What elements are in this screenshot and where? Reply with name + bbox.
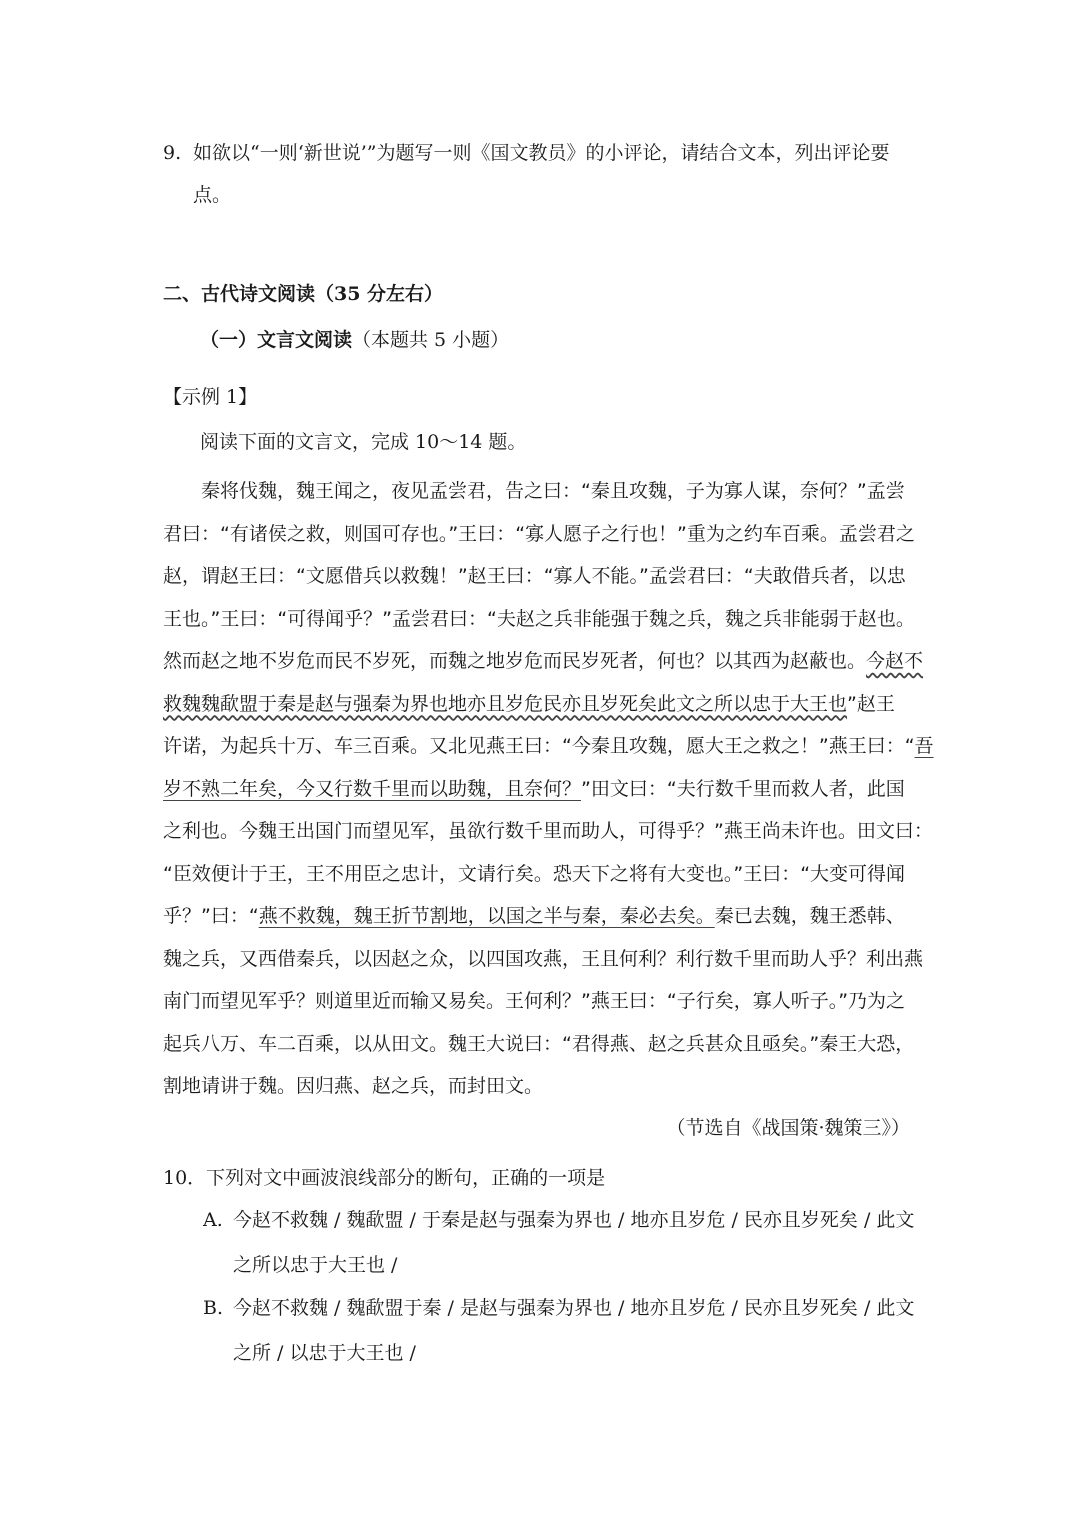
passage-text: 秦已去魏，魏王悉韩、 (714, 905, 905, 927)
question-number: 9. (163, 142, 182, 164)
passage-text: 然而赵之地不岁危而民不岁死，而魏之地岁危而民岁死者，何也？以其西为赵蔽也。 (163, 650, 867, 672)
option-text-cont: 之所以忠于大王也 / (233, 1254, 398, 1276)
reading-instruction: 阅读下面的文言文，完成 10～14 题。 (200, 431, 527, 453)
passage-line (163, 725, 934, 768)
wavy-underline-text: 救魏魏歃盟于秦是赵与强秦为界也地亦且岁危民亦且岁死矣此文之所以忠于大王也 (163, 692, 848, 715)
passage-line (163, 895, 923, 938)
passage-source: （节选自《战国策·魏策三》） (666, 1117, 910, 1139)
option-text: 今赵不救魏 / 魏歃盟 / 于秦是赵与强秦为界也 / 地亦且岁危 / 民亦且岁死矣 / 此文 (233, 1209, 915, 1231)
question-text-cont: 点。 (193, 184, 232, 206)
passage-line (163, 683, 923, 726)
passage-line: 君曰：“有诸侯之救，则国可存也。”王曰：“寡人愿子之行也！”重为之约车百乘。孟尝君之 (163, 522, 915, 545)
subsection-heading: （一）文言文阅读 (200, 329, 353, 351)
classical-passage (163, 470, 934, 1108)
passage-text: 许诺，为起兵十万、车三百乘。又北见燕王曰：“今秦且攻魏，愿大王之救之！”燕王曰：“ (163, 735, 915, 757)
option-label: B. (203, 1297, 224, 1319)
option-a[interactable] (203, 1198, 923, 1288)
passage-line (163, 640, 923, 683)
passage-line: 南门而望见军乎？则道里近而输又易矣。王何利？”燕王曰：“子行矣，寡人听子。”乃为之 (163, 990, 906, 1012)
passage-text: ”田文曰：“夫行数千里而救人者，此国 (581, 777, 905, 800)
option-b[interactable] (203, 1286, 923, 1376)
question-9 (163, 132, 923, 216)
option-text: 今赵不救魏 / 魏歃盟于秦 / 是赵与强秦为界也 / 地亦且岁危 / 民亦且岁死矣 / 此文 (233, 1297, 915, 1319)
underlined-text: 岁不熟二年矣，今又行数千里而以助魏，且奈何？ (163, 777, 582, 800)
subsection-title (200, 319, 509, 361)
underlined-text: 吾 (914, 735, 934, 757)
question-10: 10．下列对文中画波浪线部分的断句，正确的一项是 (163, 1167, 606, 1189)
passage-line: 之利也。今魏王出国门而望见军，虽欲行数千里而助人，可得乎？”燕王尚未许也。田文曰： (163, 820, 933, 842)
passage-line: “臣效便计于王，王不用臣之忠计，文请行矣。恐天下之将有大变也。”王曰：“大变可得闻 (163, 862, 906, 885)
passage-line: 起兵八万、车二百乘，以从田文。魏王大说曰：“君得燕、赵之兵甚众且亟矣。”秦王大恐， (163, 1032, 915, 1055)
option-text-cont: 之所 / 以忠于大王也 / (233, 1342, 416, 1364)
example-label: 【示例 1】 (163, 386, 258, 408)
underlined-text: 燕不救魏，魏王折节割地，以国之半与秦，秦必去矣。 (258, 905, 715, 927)
passage-line: 赵，谓赵王曰：“文愿借兵以救魏！”赵王曰：“寡人不能。”孟尝君曰：“夫敢借兵者，以忠 (163, 565, 906, 587)
wavy-underline-text: 今赵不 (866, 650, 924, 672)
question-text: 如欲以“一则‘新世说’”为题写一则《国文教员》的小评论，请结合文本，列出评论要 (193, 142, 890, 164)
option-label: A. (203, 1209, 223, 1231)
subsection-note: （本题共 5 小题） (352, 329, 510, 351)
passage-text: ”赵王 (847, 692, 895, 715)
passage-line: 秦将伐魏，魏王闻之，夜见孟尝君，告之曰：“秦且攻魏，子为寡人谋，奈何？”孟尝 (201, 480, 905, 502)
passage-line: 割地请讲于魏。因归燕、赵之兵，而封田文。 (163, 1075, 544, 1097)
passage-line (163, 768, 923, 811)
section-title: 二、古代诗文阅读（35 分左右） (163, 283, 444, 305)
passage-line: 王也。”王曰：“可得闻乎？”孟尝君曰：“夫赵之兵非能强于魏之兵，魏之兵非能弱于赵也。 (163, 607, 915, 630)
passage-line: 魏之兵，又西借秦兵，以因赵之众，以四国攻燕，王且何利？利行数千里而助人乎？利出燕 (163, 947, 924, 970)
passage-text: 乎？”曰：“ (163, 905, 259, 927)
